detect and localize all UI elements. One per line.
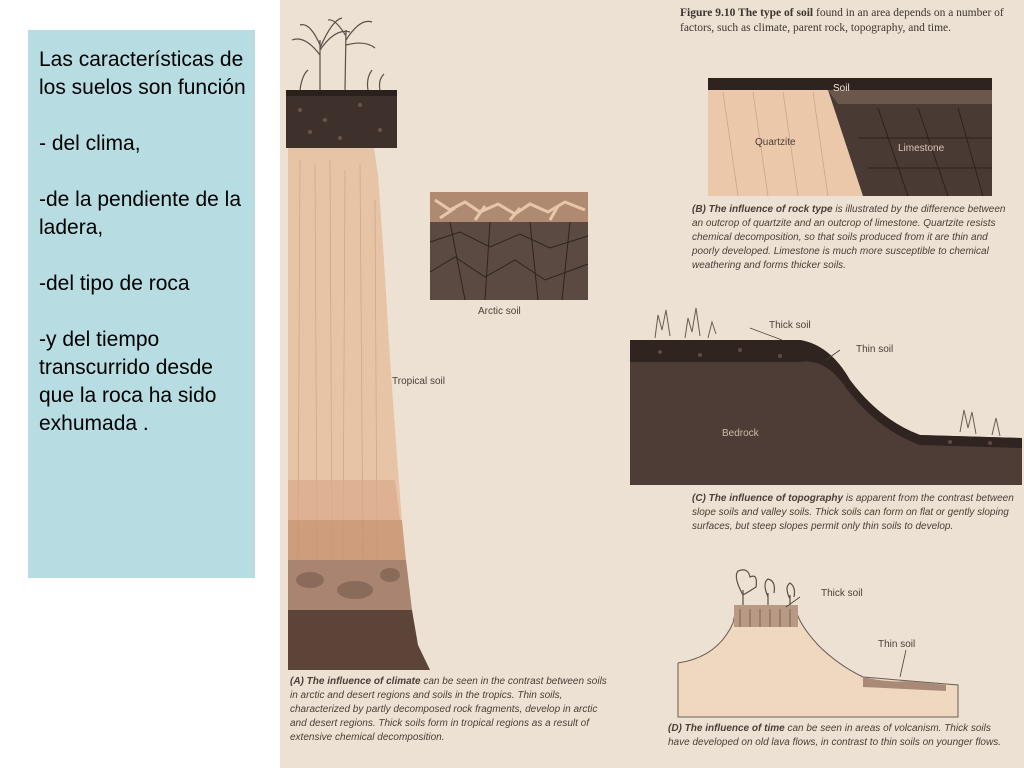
topography-block bbox=[630, 300, 1022, 490]
note-line-time: -y del tiempo transcurrido desde que la roca ha sido exhumada . bbox=[39, 328, 217, 435]
label-thin-soil-c: Thin soil bbox=[856, 344, 894, 355]
note-line-rock: -del tipo de roca bbox=[39, 272, 190, 295]
side-note-box bbox=[28, 30, 255, 578]
caption-a bbox=[290, 675, 610, 745]
caption-b-bold: (B) The influence of rock type bbox=[692, 204, 833, 215]
figure-title-bold: Figure 9.10 The type of soil bbox=[680, 7, 814, 19]
label-soil: Soil bbox=[833, 83, 850, 94]
caption-c-rest: is apparent from the contrast between slope soils and valley soils. Thick soils can form on flat or gently sloping surfaces, but steep slopes permit only thin soils to develop. bbox=[692, 493, 1014, 532]
caption-c-bold: (C) The influence of topography bbox=[692, 493, 844, 504]
tropical-soil-column bbox=[280, 0, 450, 680]
note-line-slope: -de la pendiente de la ladera, bbox=[39, 188, 241, 239]
label-thick-soil-c: Thick soil bbox=[769, 320, 811, 331]
label-quartzite: Quartzite bbox=[755, 137, 796, 148]
figure-title-rest: found in an area depends on a number of factors, such as climate, parent rock, topography, and time. bbox=[680, 7, 1004, 34]
caption-d-rest: can be seen in areas of volcanism. Thick soils have developed on old lava flows, in contrast to thin soils on younger flows. bbox=[668, 723, 1001, 748]
label-bedrock: Bedrock bbox=[722, 428, 759, 439]
caption-b-rest: is illustrated by the difference between an outcrop of quartzite and an outcrop of limestone. Quartzite resists chemical decomposition, so that soils produced from it are thin and poorly developed. Limestone is much more susceptible to chemical weathering and forms thicker soils. bbox=[692, 204, 1006, 271]
label-limestone: Limestone bbox=[898, 143, 945, 154]
arctic-soil-block bbox=[430, 192, 590, 302]
caption-a-bold: (A) The influence of climate bbox=[290, 676, 421, 687]
caption-c bbox=[692, 492, 1014, 534]
caption-d-bold: (D) The influence of time bbox=[668, 723, 785, 734]
rock-type-block bbox=[708, 78, 992, 198]
label-tropical-soil: Tropical soil bbox=[392, 376, 445, 387]
note-line-climate: - del clima, bbox=[39, 132, 141, 155]
figure-title bbox=[680, 6, 1015, 36]
caption-a-rest: can be seen in the contrast between soils in arctic and desert regions and soils in the tropics. Thin soils, characterized by partly decomposed rock fragments, develop in arctic and desert regions. Thick soils form in tropical regions as a result of extensive chemical decomposition. bbox=[290, 676, 607, 743]
textbook-page bbox=[280, 0, 1024, 768]
caption-b bbox=[692, 203, 1014, 273]
note-line-intro: Las características de los suelos son función bbox=[39, 48, 246, 99]
label-arctic-soil: Arctic soil bbox=[478, 306, 521, 317]
label-thick-soil-d: Thick soil bbox=[821, 588, 863, 599]
caption-d bbox=[668, 722, 1014, 750]
label-thin-soil-d: Thin soil bbox=[878, 639, 916, 650]
